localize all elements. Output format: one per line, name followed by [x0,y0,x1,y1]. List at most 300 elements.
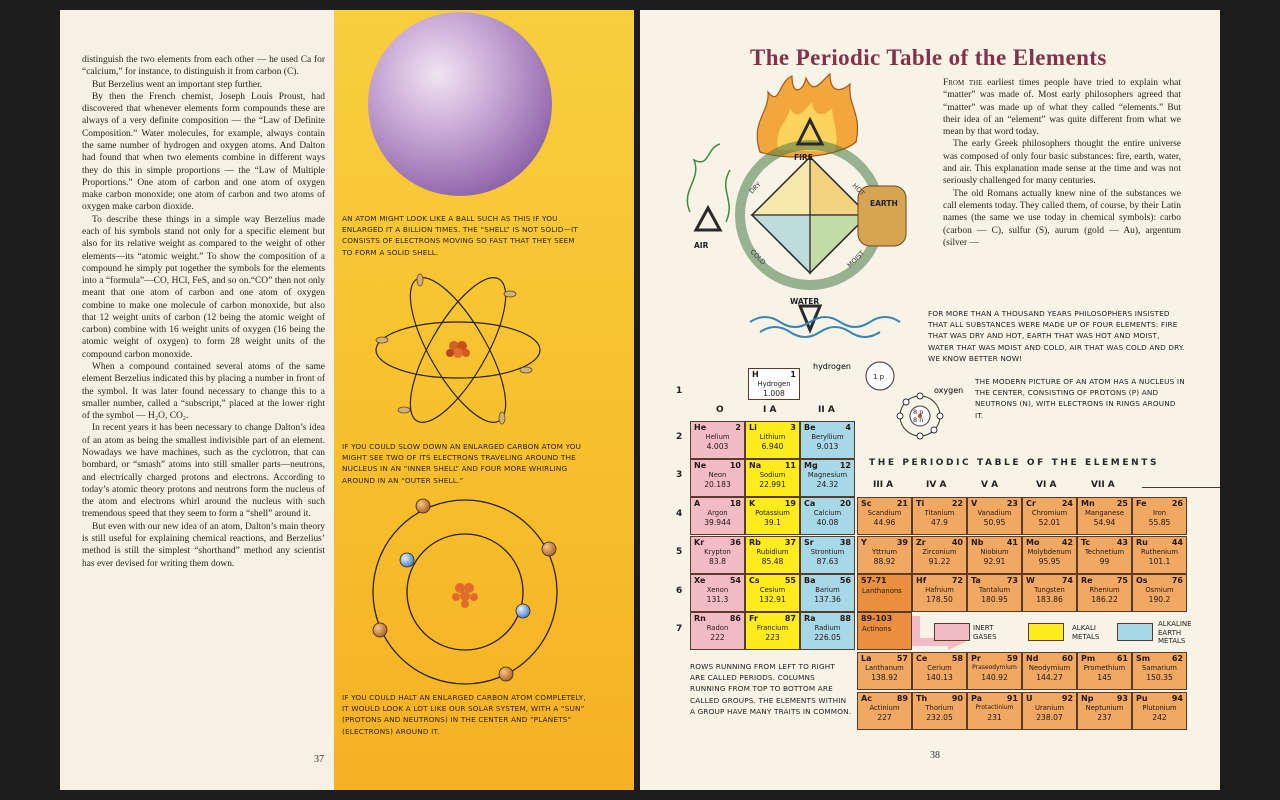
diamond [752,157,868,273]
element-symbol: Mo [1026,538,1040,547]
intro-text [943,77,1181,249]
element-name: Hydrogen [757,380,791,388]
element-symbol: Sr [804,538,814,547]
element-cell-fr [745,612,800,650]
element-symbol: Mg [804,461,818,470]
paragraph: To describe these things in a simple way Berzelius made each of his symbols stand not only for a specific element but also for its relative weight as compared to the weight of other elements—its “atomic weight.” To show the composition of a compound he simply put together the symbols for the elements into a “formula”—CO, HCl, FeS, and so on.“CO” then not only meant that one atom of carbon and one atom of oxygen combine to make one molecule of carbon monoxide, but also that 12 weight units of carbon (12 being the atomic weight of carbon) combine with 16 weight units of oxygen (16 being the atomic weight of oxygen) to form 28 weight units of the compound carbon monoxide. [82,214,325,360]
element-number: 18 [729,499,741,508]
element-symbol: Kr [694,538,705,547]
element-weight: 20.183 [704,480,731,489]
element-cell-w [1022,574,1077,612]
element-weight: 91.22 [928,557,951,566]
element-cell-cs [745,574,800,612]
element-symbol: Ce [916,654,928,663]
element-number: 43 [1116,538,1128,547]
element-number: 21 [896,499,908,508]
element-cell-be [800,421,855,459]
element-number: 12 [839,461,851,470]
element-name: Xenon [706,586,729,594]
element-symbol: Cs [749,576,760,585]
element-name: Promethium [1083,664,1126,672]
element-symbol: Mn [1081,499,1095,508]
element-symbol: Ne [694,461,707,470]
element-cell-actinons [857,612,912,650]
element-name: Iron [1152,509,1167,517]
element-number: 4 [845,423,851,432]
element-symbol: Pa [971,694,983,703]
element-name: Actinons [862,625,892,633]
element-symbol: Re [1081,576,1093,585]
element-weight: 50.95 [983,518,1006,527]
element-number: 88 [839,614,851,623]
element-weight: 9.013 [816,442,839,451]
element-name: Tungsten [1034,586,1065,594]
element-weight: 95.95 [1038,557,1061,566]
element-symbol: Ca [804,499,816,508]
element-name: Scandium [867,509,902,517]
element-symbol: K [749,499,756,508]
earth-label: EARTH [870,199,898,208]
element-number: 93 [1116,694,1128,703]
element-number: 58 [951,654,963,663]
element-symbol: La [861,654,872,663]
element-cell-mn [1077,497,1132,535]
caption-shell: AN ATOM MIGHT LOOK LIKE A BALL SUCH AS THIS IF YOU ENLARGED IT A BILLION TIMES. THE “SHELL” IS NOT SOLID—IT CONSISTS OF ELECTRONS MOVING SO FAST THAT THEY SEEM TO FORM A SOLID SHELL. [342,214,578,257]
element-cell-th [912,692,967,730]
water-waves [750,317,900,337]
group-label: IV A [926,480,947,490]
element-weight: 88.92 [873,557,896,566]
element-weight: 222 [710,633,725,642]
element-symbol: Ta [971,576,981,585]
element-weight: 24.32 [816,480,839,489]
element-cell-nd [1022,652,1077,690]
element-weight: 101.1 [1148,557,1171,566]
element-weight: 55.85 [1148,518,1171,527]
element-name: Neptunium [1085,704,1124,712]
page-number-right: 38 [930,750,940,761]
element-symbol: Y [861,538,867,547]
element-symbol: Th [916,694,928,703]
element-cell-rn [690,612,745,650]
element-cell-ta [967,574,1022,612]
element-name: Krypton [704,548,731,556]
period-label: 2 [676,432,683,442]
element-symbol: Ba [804,576,816,585]
element-cell-nb [967,536,1022,574]
water-label: WATER [790,297,820,306]
element-name: Niobium [980,548,1009,556]
element-weight: 137.36 [814,595,841,604]
element-number: 87 [784,614,796,623]
element-cell-ti [912,497,967,535]
element-cell-lanthanons [857,574,912,612]
element-name: Plutonium [1142,704,1177,712]
element-symbol: U [1026,694,1033,703]
element-weight: 44.96 [873,518,896,527]
legend-inert-label: INERT GASES [973,624,997,641]
element-name: Helium [705,433,730,441]
element-number: 44 [1171,538,1183,547]
element-weight: 180.95 [981,595,1008,604]
element-weight: 132.91 [759,595,786,604]
element-name: Barium [815,586,840,594]
element-symbol: Os [1136,576,1148,585]
element-symbol: Rb [749,538,761,547]
element-name: Beryllium [811,433,844,441]
element-cell-rb [745,536,800,574]
intro-lead: From the [943,78,983,88]
element-symbol: Fe [1136,499,1147,508]
element-name: Magnesium [807,471,848,479]
element-number: 56 [839,576,851,585]
element-weight: 54.94 [1093,518,1116,527]
element-name: Zirconium [922,548,957,556]
element-name: Praseodymium [972,664,1017,671]
element-symbol: He [694,423,707,432]
table-continuation-line [1142,487,1220,488]
element-weight: 144.27 [1036,673,1063,682]
element-symbol: Cr [1026,499,1036,508]
element-symbol: Ra [804,614,816,623]
element-number: 26 [1171,499,1183,508]
element-symbol: Li [749,423,757,432]
solar-nucleus [452,583,478,608]
group-label: II A [818,405,835,415]
paragraph: By then the French chemist, Joseph Louis Proust, had discovered that whenever elements form compounds these are always of a very definite composition — the “Law of Definite Composition.” Water molecules, for example, always contain the same number of hydrogen and oxygen atoms. And Dalton had found that when two elements combine in different ways they do this in simple proportions — the “Law of Multiple Proportions.” One atom of carbon and one atom of oxygen make carbon monoxide; one atom of carbon and two atoms of oxygen make carbon dioxide. [82,91,325,213]
element-symbol: Na [749,461,762,470]
element-number: 57 [896,654,908,663]
element-weight: 178.50 [926,595,953,604]
element-weight: 131.3 [706,595,729,604]
element-name: Strontium [810,548,845,556]
element-weight: 92.91 [983,557,1006,566]
element-name: Lithium [759,433,786,441]
atom-illustrations [334,10,634,790]
element-cell-ne [690,459,745,497]
element-number: 19 [784,499,796,508]
element-weight: 83.8 [709,557,726,566]
element-cell-h [748,368,800,400]
element-number: 36 [729,538,741,547]
element-symbol: V [971,499,978,508]
element-weight: 6.940 [761,442,784,451]
element-cell-hf [912,574,967,612]
element-cell-sm [1132,652,1187,690]
intro-paragraph-1: earliest times people have tried to explain what “matter” was made of. Most early philosophers agreed that “matter” was made up of what they called “elements.” But their idea of an “element” was quite different from what we mean by that word today. [943,78,1181,138]
element-cell-sr [800,536,855,574]
element-name: Uranium [1034,704,1065,712]
element-weight: 145 [1097,673,1112,682]
element-weight: 242 [1152,713,1167,722]
group-label: III A [873,480,894,490]
oxygen-neutrons-label: 8 n [913,416,924,424]
cold-label: COLD [748,247,768,267]
legend-inert-swatch [934,623,970,641]
element-number: 89-103 [861,614,893,623]
element-weight: 39.1 [764,518,781,527]
element-weight: 237 [1097,713,1112,722]
element-number: 41 [1006,538,1018,547]
element-number: 62 [1171,654,1183,663]
element-number: 75 [1116,576,1128,585]
element-weight: 40.08 [816,518,839,527]
element-number: 94 [1171,694,1183,703]
element-symbol: Fr [749,614,758,623]
element-weight: 140.13 [926,673,953,682]
element-name: Molybdenum [1027,548,1072,556]
element-cell-cr [1022,497,1077,535]
element-symbol: Pu [1136,694,1148,703]
element-number: 42 [1061,538,1073,547]
element-number: 73 [1006,576,1018,585]
caption-solar: IF YOU COULD HALT AN ENLARGED CARBON ATOM COMPLETELY, IT WOULD LOOK A LOT LIKE OUR SOLAR SYSTEM, WITH A “SUN” (PROTONS AND NEUTRONS) IN THE CENTER AND “PLANETS” (ELECTRONS) AROUND IT. [342,693,586,736]
element-number: 61 [1116,654,1128,663]
legend-alkali-label: ALKALI METALS [1072,624,1100,641]
element-number: 59 [1006,654,1018,663]
paragraph: In recent years it has been necessary to change Dalton’s idea of an atom as being the smallest indivisible part of an element. Nowadays we have machines, such as the cyclotron, that can bombard, or “smash” atoms into still smaller parts—neutrons, and electrically charged protons and electrons. According to today’s atomic theory protons and neutrons form the nucleus of the atom and electrons whirl around the nucleus with such tremendous speed that they seem to form a “shell” around it. [82,423,325,520]
element-cell-u [1022,692,1077,730]
element-number: 20 [839,499,851,508]
element-symbol: W [1026,576,1035,585]
legend-alkaline-swatch [1117,623,1153,641]
element-name: Thorium [925,704,954,712]
element-cell-sc [857,497,912,535]
caption-atom: THE MODERN PICTURE OF AN ATOM HAS A NUCLEUS IN THE CENTER, CONSISTING OF PROTONS (P) AND NEUTRONS (N), WITH ELECTRONS IN RINGS AROUND IT. [975,377,1185,420]
element-symbol: Be [804,423,816,432]
element-cell-xe [690,574,745,612]
element-cell-pu [1132,692,1187,730]
element-symbol: A [694,499,701,508]
element-number: 39 [896,538,908,547]
element-name: Manganese [1084,509,1125,517]
element-name: Tantalum [978,586,1011,594]
element-cell-la [857,652,912,690]
element-number: 40 [951,538,963,547]
intro-paragraph-2: The early Greek philosophers thought the entire universe was composed of only four basic substances: fire, earth, water, and air. This explanation made sense at the time and was not seriously challenged for many centuries. [943,139,1181,187]
element-cell-ac [857,692,912,730]
table-title: THE PERIODIC TABLE OF THE ELEMENTS [869,458,1160,468]
element-weight: 87.63 [816,557,839,566]
dry-label: DRY [747,180,763,196]
group-label: I A [763,405,777,415]
element-name: Lanthanons [862,587,902,595]
hydrogen-nucleus-label: 1 p [873,373,885,381]
element-cell-ru [1132,536,1187,574]
element-cell-a [690,497,745,535]
element-cell-ba [800,574,855,612]
group-label: V A [981,480,999,490]
element-name: Rubidium [756,548,789,556]
element-weight: 39.944 [704,518,731,527]
left-body-text [82,54,325,570]
element-weight: 231 [987,713,1002,722]
element-symbol: Xe [694,576,706,585]
paragraph: When a compound contained several atoms of the same element Berzelius indicated this by placing a number in front of the symbol. It was later found necessary to change this to a smaller number, called a “subscript,” placed at the lower right of the symbol — H₂O, CO₂. [82,362,325,422]
element-symbol: Pm [1081,654,1096,663]
element-weight: 190.2 [1148,595,1171,604]
paragraph: distinguish the two elements from each other — he used Ca for “calcium,” for instance, to distinguish it from carbon (C). [82,55,325,78]
element-symbol: Rn [694,614,706,623]
element-name: Chromium [1031,509,1068,517]
element-name: Lanthanum [865,664,904,672]
element-number: 25 [1116,499,1128,508]
element-name: Technetium [1084,548,1125,556]
element-name: Neodymium [1028,664,1071,672]
element-number: 86 [729,614,741,623]
page-number-left: 37 [314,754,324,765]
element-number: 38 [839,538,851,547]
element-weight: 1.008 [763,389,785,398]
element-symbol: Ac [861,694,872,703]
element-name: Vanadium [977,509,1012,517]
element-number: 24 [1061,499,1073,508]
period-label: 1 [676,386,683,396]
legend-alkaline-label: ALKALINE EARTH METALS [1158,620,1192,645]
period-label: 4 [676,509,683,519]
element-name: Yttrium [871,548,898,556]
element-cell-pr [967,652,1022,690]
element-weight: 183.86 [1036,595,1063,604]
intro-paragraph-3: The old Romans actually knew nine of the substances we call elements today. They called them, of course, by their Latin names (the same we use today in chemical symbols): carbo (carbon — C), sulfur (S), aurum (gold — Au), argentum (silver — [943,188,1181,248]
element-cell-kr [690,536,745,574]
element-number: 92 [1061,694,1073,703]
element-number: 89 [896,694,908,703]
element-cell-zr [912,536,967,574]
group-label: O [716,405,724,415]
element-symbol: H [752,370,759,379]
four-elements-diagram [680,72,930,344]
hydrogen-label: hydrogen [813,362,851,371]
element-cell-np [1077,692,1132,730]
page-title: The Periodic Table of the Elements [750,45,1107,70]
fire-label: FIRE [794,153,813,162]
element-number: 2 [735,423,741,432]
element-cell-mg [800,459,855,497]
element-cell-fe [1132,497,1187,535]
element-symbol: Hf [916,576,927,585]
element-number: 57-71 [861,576,887,585]
element-cell-tc [1077,536,1132,574]
element-weight: 226.05 [814,633,841,642]
element-name: Rhenium [1089,586,1120,594]
element-symbol: Sc [861,499,872,508]
element-weight: 138.92 [871,673,898,682]
element-number: 10 [729,461,741,470]
element-symbol: Sm [1136,654,1151,663]
element-number: 72 [951,576,963,585]
element-name: Potassium [755,509,790,517]
paragraph: But Berzelius went an important step further. [92,79,263,90]
element-cell-v [967,497,1022,535]
orbital-nucleus [446,341,470,358]
oxygen-protons-label: 8 p [913,408,924,416]
caption-orbits: IF YOU COULD SLOW DOWN AN ENLARGED CARBON ATOM YOU MIGHT SEE TWO OF ITS ELECTRONS TRAVELING AROUND THE NUCLEUS IN AN “INNER SHELL” AND FOUR MORE WHIRLING AROUND IN AN “OUTER SHELL.” [342,442,582,485]
atom-shell-sphere [368,12,552,196]
period-label: 5 [676,547,683,557]
group-label: VII A [1091,480,1115,490]
element-weight: 232.05 [926,713,953,722]
caption-four-elements: FOR MORE THAN A THOUSAND YEARS PHILOSOPHERS INSISTED THAT ALL SUBSTANCES WERE MADE UP OF FOUR ELEMENTS: FIRE THAT WAS DRY AND HOT, EARTH THAT WAS HOT AND MOIST, WATER THAT WAS MOIST AND COLD, AIR THAT WAS COLD AND DRY. WE KNOW BETTER NOW! [928,309,1185,363]
element-weight: 223 [765,633,780,642]
element-cell-mo [1022,536,1077,574]
earth-rocks [858,186,906,246]
period-label: 7 [676,624,683,634]
element-cell-ra [800,612,855,650]
element-weight: 52.01 [1038,518,1061,527]
element-name: Protactinium [975,704,1014,711]
element-symbol: Ti [916,499,925,508]
hot-label: HOT [850,181,867,198]
moist-label: MOIST [845,249,867,270]
element-name: Samarium [1142,664,1177,672]
element-weight: 140.92 [981,673,1008,682]
air-label: AIR [694,241,709,250]
element-symbol: Ru [1136,538,1148,547]
caption-rows: ROWS RUNNING FROM LEFT TO RIGHT ARE CALLED PERIODS. COLUMNS RUNNING FROM TOP TO BOTTOM ARE CALLED GROUPS. THE ELEMENTS WITHIN A GROUP HAVE MANY TRAITS IN COMMON. [690,662,852,716]
element-weight: 186.22 [1091,595,1118,604]
element-number: 91 [1006,694,1018,703]
element-weight: 85.48 [761,557,784,566]
element-number: 76 [1171,576,1183,585]
element-name: Actinium [869,704,900,712]
element-name: Neon [708,471,727,479]
element-cell-pa [967,692,1022,730]
element-weight: 99 [1099,557,1110,566]
element-name: Cerium [927,664,952,672]
element-name: Radon [706,624,729,632]
atom-models [860,358,980,440]
element-weight: 227 [877,713,892,722]
element-number: 3 [790,423,796,432]
element-name: Osmium [1145,586,1174,594]
element-number: 22 [951,499,963,508]
element-name: Titanium [924,509,955,517]
element-cell-ca [800,497,855,535]
element-symbol: Zr [916,538,926,547]
element-name: Hafnium [925,586,954,594]
element-cell-k [745,497,800,535]
period-label: 6 [676,586,683,596]
element-name: Calcium [813,509,842,517]
element-cell-pm [1077,652,1132,690]
element-cell-ce [912,652,967,690]
element-name: Cesium [759,586,786,594]
period-label: 3 [676,470,683,480]
element-cell-y [857,536,912,574]
element-number: 74 [1061,576,1073,585]
element-number: 55 [784,576,796,585]
element-symbol: Tc [1081,538,1091,547]
paragraph: But even with our new idea of an atom, Dalton’s main theory is still useful for explaining chemical reactions, and Berzelius’ method is still the simplest “shorthand” method any scientist has ever devised for writing them down. [82,521,325,569]
element-name: Ruthenium [1140,548,1178,556]
element-number: 1 [790,370,796,379]
element-symbol: Np [1081,694,1094,703]
element-number: 90 [951,694,963,703]
element-weight: 150.35 [1146,673,1173,682]
element-weight: 22.991 [759,480,786,489]
element-weight: 238.07 [1036,713,1063,722]
element-weight: 4.003 [706,442,729,451]
element-cell-os [1132,574,1187,612]
element-number: 54 [729,576,741,585]
element-name: Francium [756,624,789,632]
element-name: Radium [814,624,841,632]
element-symbol: Nb [971,538,984,547]
group-label: VI A [1036,480,1057,490]
element-number: 37 [784,538,796,547]
element-number: 11 [784,461,796,470]
